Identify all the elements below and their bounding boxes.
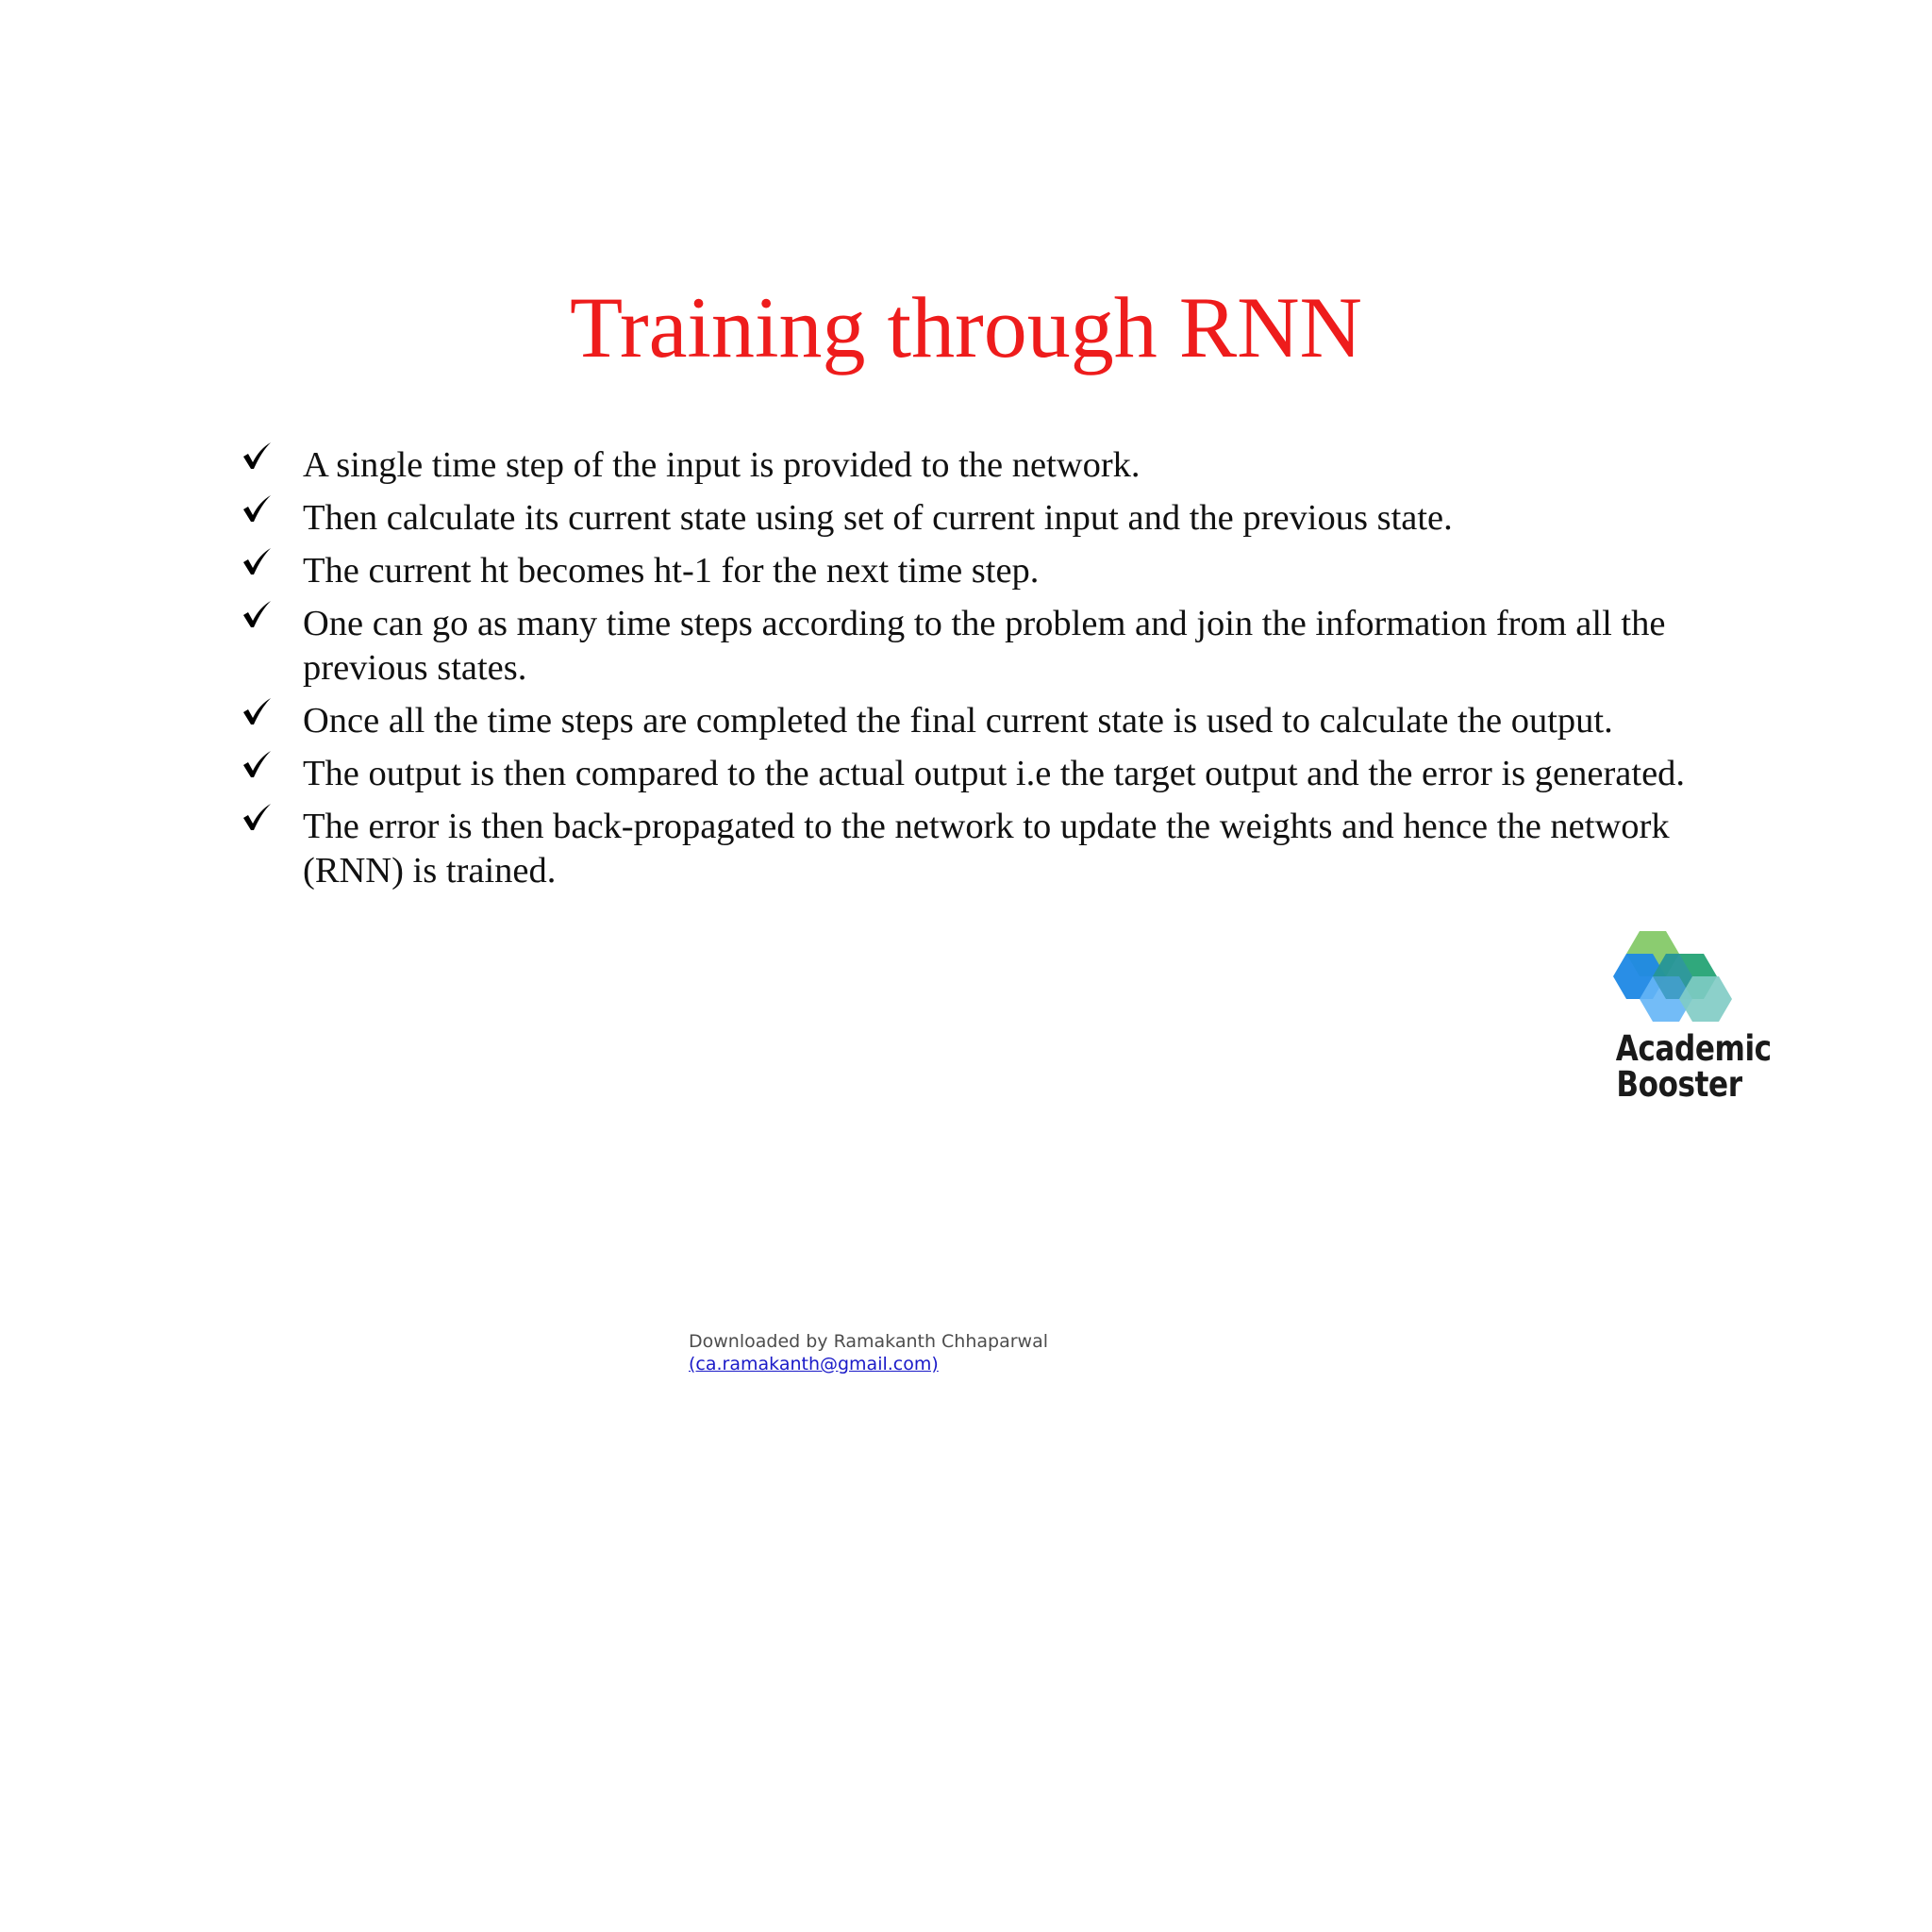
check-icon xyxy=(241,695,273,727)
hexagon-logo-icon xyxy=(1613,929,1745,1028)
bullet-text: A single time step of the input is provided to the network. xyxy=(303,445,1141,485)
check-icon xyxy=(241,801,273,833)
bullet-text: Once all the time steps are completed the final current state is used to calculate the output. xyxy=(303,701,1613,741)
check-icon xyxy=(241,545,273,577)
bullet-text: The error is then back-propagated to the network to update the weights and hence the network (RNN) is trained. xyxy=(303,807,1670,891)
bullet-text: The output is then compared to the actual output i.e the target output and the error is generated. xyxy=(303,754,1686,793)
bullet-text: The current ht becomes ht-1 for the next time step. xyxy=(303,551,1040,591)
logo-line-1: Academic xyxy=(1615,1028,1772,1069)
list-item xyxy=(241,602,1712,691)
logo-wordmark xyxy=(1615,1028,1772,1105)
list-item xyxy=(241,699,1712,743)
check-icon xyxy=(241,748,273,780)
list-item xyxy=(241,496,1712,541)
academic-booster-logo xyxy=(1604,929,1772,1118)
slide-title: Training through RNN xyxy=(570,279,1362,375)
check-icon xyxy=(241,440,273,472)
bullet-list xyxy=(241,443,1712,902)
list-item xyxy=(241,549,1712,593)
list-item xyxy=(241,805,1712,893)
check-icon xyxy=(241,492,273,525)
downloaded-by-text: Downloaded by Ramakanth Chhaparwal xyxy=(689,1331,1049,1352)
list-item xyxy=(241,752,1712,796)
list-item xyxy=(241,443,1712,488)
check-icon xyxy=(241,598,273,630)
bullet-text: Then calculate its current state using set of current input and the previous state. xyxy=(303,498,1453,538)
logo-line-2: Booster xyxy=(1616,1064,1742,1105)
download-footer xyxy=(689,1330,1048,1375)
bullet-text: One can go as many time steps according to the problem and join the information from all the previous states. xyxy=(303,604,1666,688)
email-link[interactable]: (ca.ramakanth@gmail.com) xyxy=(689,1354,939,1374)
